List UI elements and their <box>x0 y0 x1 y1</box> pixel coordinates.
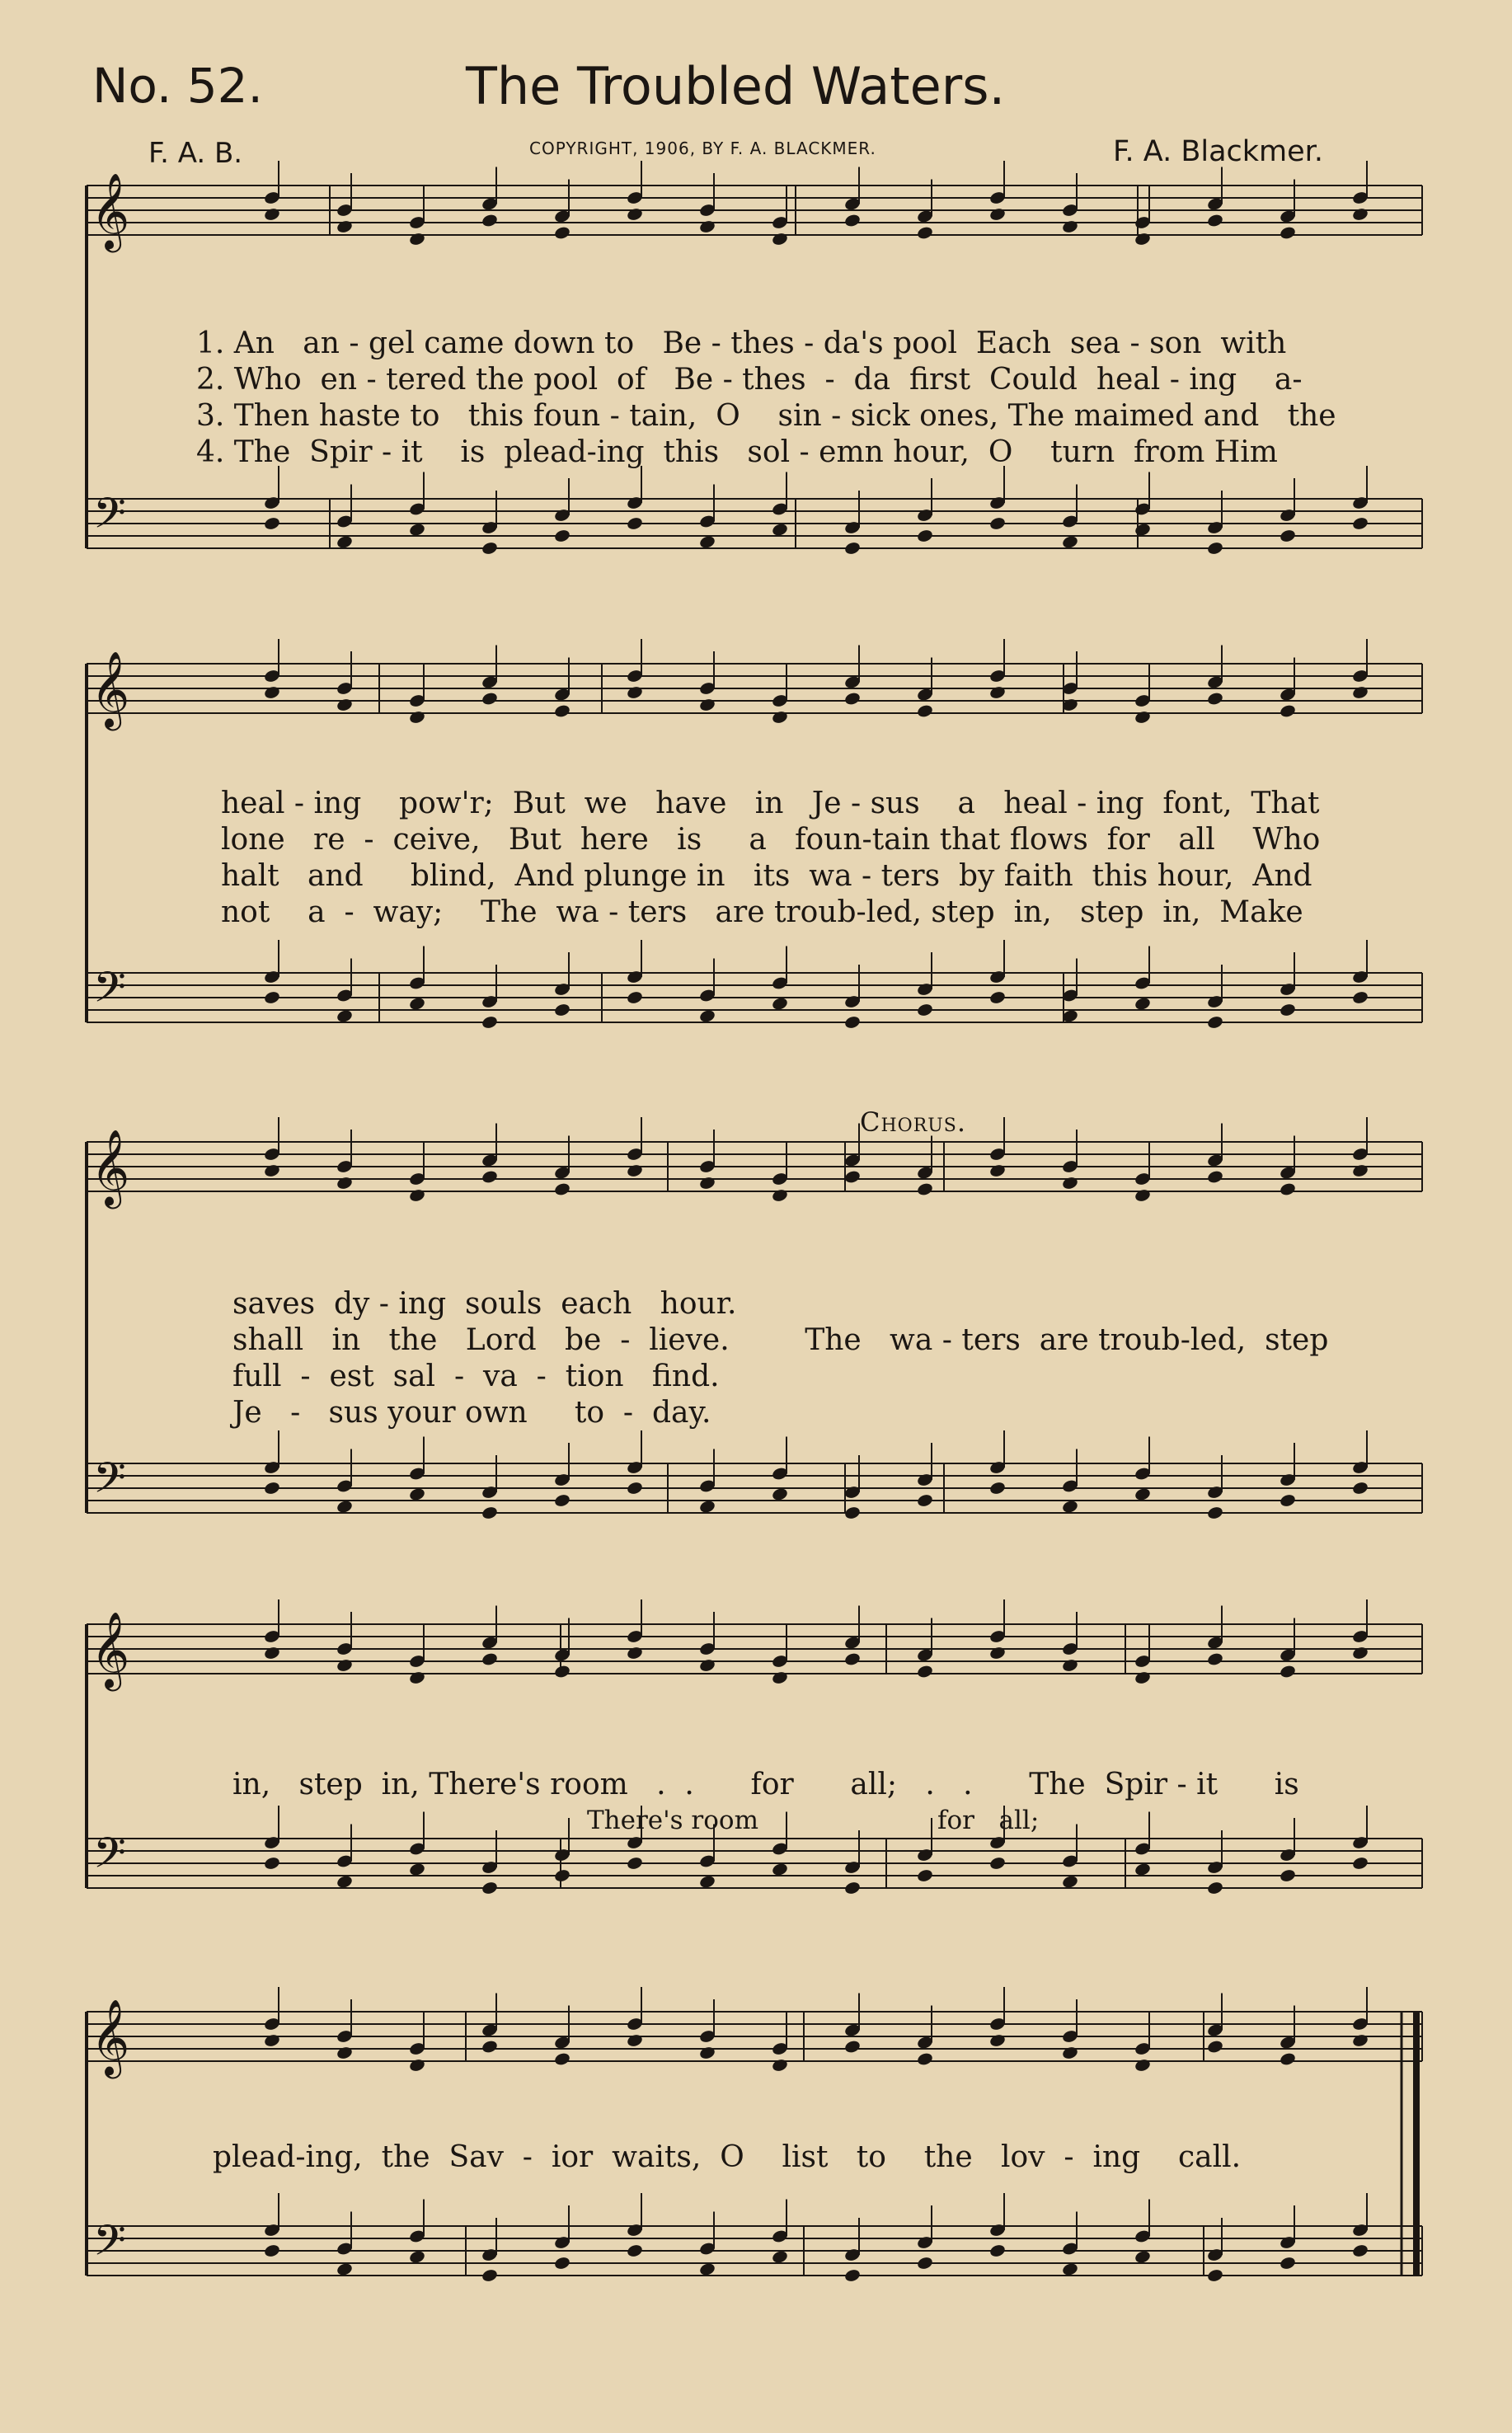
bass-note <box>988 516 1006 531</box>
bass-note <box>481 541 498 556</box>
bass-note <box>1134 1862 1151 1876</box>
treble-note <box>553 1181 571 1196</box>
treble-note <box>553 1664 571 1679</box>
treble-note <box>1279 225 1296 240</box>
bass-note <box>988 1481 1006 1496</box>
treble-note <box>916 1664 933 1679</box>
lyric-line-3-4: Je - sus your own to - day. <box>232 1396 711 1430</box>
lyric-line-2-4: not a - way; The wa - ters are troub-led, step in, step in, Make <box>221 895 1303 929</box>
bass-note <box>1061 534 1078 549</box>
lyric-line-2-1: heal - ing pow'r; But we have in Je - sus a heal - ing font, That <box>221 787 1320 820</box>
bass-note <box>1351 990 1369 1005</box>
bass-note <box>988 1856 1006 1871</box>
lyric-line-5-1: plead-ing, the Sav - ior waits, O list to the lov - ing call. <box>213 2140 1242 2174</box>
bass-note <box>336 1874 353 1889</box>
treble-note <box>626 2033 643 2048</box>
bass-note <box>1206 1505 1223 1520</box>
treble-note <box>1351 1646 1369 1660</box>
treble-note <box>263 685 280 700</box>
bass-clef-icon: 𝄢 <box>93 488 126 548</box>
treble-note <box>263 1646 280 1660</box>
treble-note <box>1134 1670 1151 1685</box>
bass-note <box>481 1505 498 1520</box>
treble-note <box>481 2039 498 2054</box>
treble-note <box>336 1658 353 1673</box>
bass-note <box>698 534 716 549</box>
treble-note <box>553 2051 571 2066</box>
treble-note <box>1061 1658 1078 1673</box>
bass-note <box>843 1505 861 1520</box>
treble-note <box>1061 219 1078 234</box>
bass-note <box>771 2249 788 2264</box>
bass-note <box>336 534 353 549</box>
treble-note <box>263 1163 280 1178</box>
bass-note <box>988 990 1006 1005</box>
treble-note <box>481 213 498 228</box>
treble-note <box>1206 213 1223 228</box>
treble-note <box>1279 1181 1296 1196</box>
treble-note <box>481 1651 498 1666</box>
treble-note <box>1206 2039 1223 2054</box>
treble-note <box>843 1169 861 1184</box>
bass-note <box>1061 1874 1078 1889</box>
bass-clef-icon: 𝄢 <box>93 2215 126 2276</box>
bass-note <box>698 1874 716 1889</box>
treble-note <box>1134 710 1151 725</box>
lyric-line-1-1: 1. An an - gel came down to Be - thes - da's pool Each sea - son with <box>196 326 1287 360</box>
treble-note <box>916 225 933 240</box>
treble-note <box>626 207 643 222</box>
bass-note <box>988 2243 1006 2258</box>
copyright-notice: COPYRIGHT, 1906, BY F. A. BLACKMER. <box>529 139 876 158</box>
treble-note <box>336 2046 353 2060</box>
bass-note <box>771 1862 788 1876</box>
hymn-title: The Troubled Waters. <box>466 56 1006 116</box>
treble-note <box>1061 2046 1078 2060</box>
bass-clef-icon: 𝄢 <box>93 1828 126 1888</box>
bass-note <box>843 1015 861 1030</box>
bass-note <box>481 1881 498 1895</box>
treble-note <box>771 1188 788 1203</box>
bass-note <box>626 990 643 1005</box>
treble-note <box>408 1188 425 1203</box>
bass-note <box>1279 528 1296 543</box>
treble-note <box>263 2033 280 2048</box>
chorus-label: Chorus. <box>860 1106 967 1138</box>
bass-note <box>263 516 280 531</box>
treble-note <box>1206 1169 1223 1184</box>
treble-note <box>481 691 498 706</box>
hymn-number: No. 52. <box>92 58 263 114</box>
treble-clef-icon: 𝄞 <box>91 651 130 727</box>
bass-note <box>1134 1487 1151 1501</box>
bass-note <box>843 541 861 556</box>
treble-note <box>336 219 353 234</box>
bass-note <box>263 1856 280 1871</box>
treble-note <box>336 697 353 712</box>
lyric-line-3-3: full - est sal - va - tion find. <box>232 1360 720 1393</box>
bass-note <box>843 1881 861 1895</box>
treble-note <box>1061 1176 1078 1191</box>
lyric-line-3-1: saves dy - ing souls each hour. <box>232 1287 737 1321</box>
lyric-line-2-2: lone re - ceive, But here is a foun-tain that flows for all Who <box>221 823 1321 857</box>
bass-note <box>1206 541 1223 556</box>
note-heads <box>263 161 1369 2283</box>
bass-note <box>1279 1868 1296 1883</box>
bass-lyric-theres-room: There's room <box>587 1806 758 1835</box>
treble-note <box>553 225 571 240</box>
bass-note <box>1351 1481 1369 1496</box>
bass-note <box>1279 1003 1296 1017</box>
treble-note <box>771 2058 788 2073</box>
treble-note <box>698 1176 716 1191</box>
treble-note <box>1134 232 1151 247</box>
bass-note <box>336 2262 353 2276</box>
bass-clef-icon: 𝄢 <box>93 1453 126 1513</box>
lyric-line-1-4: 4. The Spir - it is plead-ing this sol - emn hour, O turn from Him <box>196 435 1278 469</box>
bass-note <box>771 1487 788 1501</box>
lyric-line-4-1: in, step in, There's room . . for all; . . The Spir - it is <box>232 1768 1299 1801</box>
bass-note <box>408 996 425 1011</box>
treble-note <box>916 1181 933 1196</box>
treble-note <box>1206 691 1223 706</box>
treble-note <box>408 710 425 725</box>
bass-note <box>771 522 788 537</box>
treble-note <box>336 1176 353 1191</box>
treble-note <box>626 1646 643 1660</box>
bass-note <box>336 1499 353 1514</box>
bass-note <box>481 1015 498 1030</box>
bass-note <box>1061 1499 1078 1514</box>
bass-note <box>916 1003 933 1017</box>
treble-note <box>1134 1188 1151 1203</box>
bass-note <box>916 528 933 543</box>
treble-note <box>771 232 788 247</box>
treble-clef-icon: 𝄞 <box>91 172 130 249</box>
bass-note <box>1061 2262 1078 2276</box>
treble-note <box>843 691 861 706</box>
treble-note <box>1351 1163 1369 1178</box>
treble-note <box>771 710 788 725</box>
lyric-line-1-3: 3. Then haste to this foun - tain, O sin - sick ones, The maimed and the <box>196 399 1336 433</box>
bass-note <box>626 1856 643 1871</box>
bass-note <box>698 1499 716 1514</box>
treble-note <box>916 2051 933 2066</box>
treble-note <box>698 219 716 234</box>
treble-note <box>263 207 280 222</box>
treble-note <box>916 703 933 718</box>
staff-lines <box>87 172 1422 2276</box>
bass-note <box>1279 2256 1296 2271</box>
bass-note <box>1134 522 1151 537</box>
treble-note <box>843 1651 861 1666</box>
treble-note <box>988 1646 1006 1660</box>
treble-note <box>1279 1664 1296 1679</box>
treble-note <box>988 2033 1006 2048</box>
bass-note <box>626 516 643 531</box>
treble-note <box>1134 2058 1151 2073</box>
treble-note <box>1351 207 1369 222</box>
treble-note <box>1206 1651 1223 1666</box>
treble-note <box>698 2046 716 2060</box>
treble-clef-icon: 𝄞 <box>91 1999 130 2075</box>
treble-note <box>626 1163 643 1178</box>
treble-note <box>698 1658 716 1673</box>
bass-note <box>408 2249 425 2264</box>
bass-note <box>1206 1881 1223 1895</box>
bass-note <box>408 1487 425 1501</box>
bass-note <box>1206 2268 1223 2283</box>
bass-note <box>1351 2243 1369 2258</box>
treble-clef-icon: 𝄞 <box>91 1129 130 1205</box>
bass-note <box>626 1481 643 1496</box>
treble-note <box>988 685 1006 700</box>
lyricist-credit: F. A. B. <box>148 137 243 170</box>
bass-note <box>916 1493 933 1508</box>
lyric-line-2-3: halt and blind, And plunge in its wa - ters by faith this hour, And <box>221 859 1312 893</box>
bass-note <box>916 2256 933 2271</box>
treble-note <box>988 207 1006 222</box>
lyric-line-3-2: shall in the Lord be - lieve. The wa - ters are troub-led, step <box>232 1323 1329 1357</box>
treble-note <box>408 1670 425 1685</box>
treble-note <box>988 1163 1006 1178</box>
treble-note <box>626 685 643 700</box>
bass-note <box>408 522 425 537</box>
bass-note <box>1134 2249 1151 2264</box>
treble-note <box>553 703 571 718</box>
bass-note <box>771 996 788 1011</box>
bass-clef-icon: 𝄢 <box>93 962 126 1022</box>
bass-note <box>553 1493 571 1508</box>
bass-note <box>1351 516 1369 531</box>
treble-note <box>843 2039 861 2054</box>
bass-note <box>916 1868 933 1883</box>
bass-note <box>263 1481 280 1496</box>
treble-note <box>408 2058 425 2073</box>
treble-note <box>1279 2051 1296 2066</box>
treble-note <box>481 1169 498 1184</box>
bass-note <box>626 2243 643 2258</box>
treble-note <box>1351 2033 1369 2048</box>
lyric-line-1-2: 2. Who en - tered the pool of Be - thes - da first Could heal - ing a- <box>196 363 1303 397</box>
bass-note <box>336 1008 353 1023</box>
bass-note <box>698 1008 716 1023</box>
bass-note <box>553 2256 571 2271</box>
treble-clef-icon: 𝄞 <box>91 1611 130 1688</box>
bass-note <box>553 528 571 543</box>
treble-note <box>1279 703 1296 718</box>
treble-note <box>843 213 861 228</box>
bass-note <box>553 1868 571 1883</box>
bass-note <box>843 2268 861 2283</box>
bass-note <box>408 1862 425 1876</box>
composer-credit: F. A. Blackmer. <box>1113 135 1323 168</box>
treble-note <box>771 1670 788 1685</box>
treble-note <box>698 697 716 712</box>
treble-note <box>408 232 425 247</box>
bass-lyric-for-all: for all; <box>937 1806 1040 1835</box>
bass-note <box>698 2262 716 2276</box>
bass-note <box>263 990 280 1005</box>
bass-note <box>481 2268 498 2283</box>
bass-note <box>1206 1015 1223 1030</box>
bass-note <box>263 2243 280 2258</box>
bass-note <box>553 1003 571 1017</box>
bass-note <box>1279 1493 1296 1508</box>
treble-note <box>1351 685 1369 700</box>
bass-note <box>1351 1856 1369 1871</box>
bass-note <box>1134 996 1151 1011</box>
